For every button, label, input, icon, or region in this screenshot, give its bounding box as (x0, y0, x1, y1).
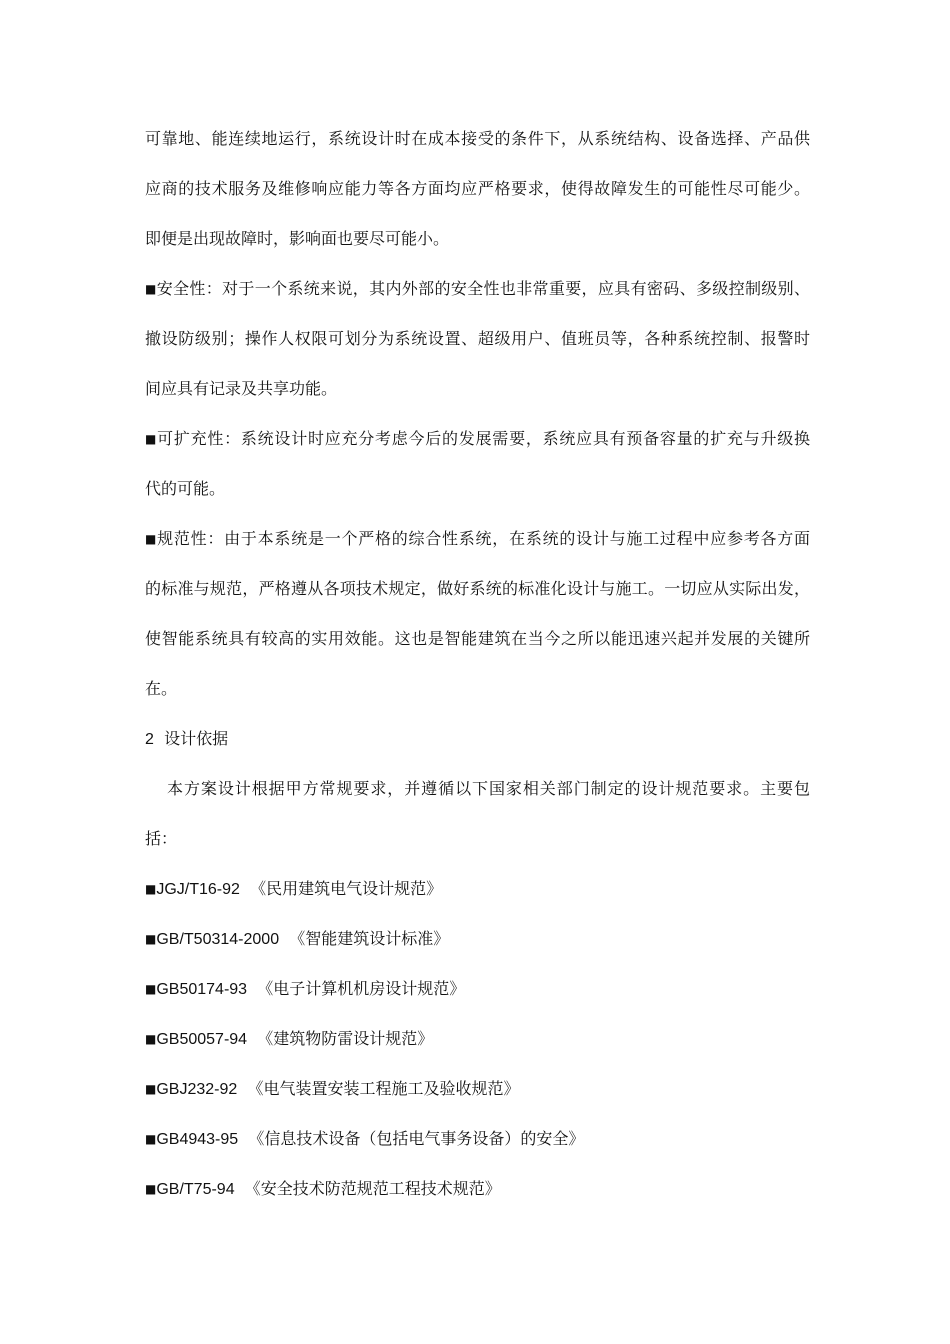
bullet-icon: ■ (145, 982, 157, 996)
section-heading (145, 728, 810, 750)
standard-item (145, 1028, 810, 1050)
standard-item (145, 1078, 810, 1100)
standard-name: 《电气装置安装工程施工及验收规范》 (247, 1079, 520, 1098)
standard-code: GB50057-94 (156, 1031, 248, 1048)
intro-line-2: 括： (145, 829, 178, 848)
scalability-line-2: 代的可能。 (145, 479, 226, 498)
standard-name: 《建筑物防雷设计规范》 (257, 1029, 434, 1048)
standard-name: 《电子计算机机房设计规范》 (257, 979, 466, 998)
scalability-text: 可扩充性：系统设计时应充分考虑今后的发展需要，系统应具有预备容量的扩充与升级换 (157, 429, 810, 448)
bullet-icon: ■ (145, 282, 157, 296)
security-text: 安全性：对于一个系统来说，其内外部的安全性也非常重要，应具有密码、多级控制级别、 (156, 279, 810, 298)
standard-item (145, 878, 810, 900)
standard-code: GB/T50314-2000 (156, 931, 280, 948)
section-title: 设计依据 (164, 729, 229, 748)
standard-code: GB4943-95 (156, 1131, 239, 1148)
standard-code: JGJ/T16-92 (156, 881, 240, 898)
security-line-2: 撤设防级别；操作人权限可划分为系统设置、超级用户、值班员等，各种系统控制、报警时 (145, 329, 810, 348)
standard-item (145, 978, 810, 1000)
reliability-line-2: 应商的技术服务及维修响应能力等各方面均应严格要求，使得故障发生的可能性尽可能少。 (145, 179, 810, 198)
standard-item (145, 928, 810, 950)
bullet-icon: ■ (145, 932, 157, 946)
bullet-icon: ■ (145, 432, 158, 446)
standard-name: 《智能建筑设计标准》 (289, 929, 450, 948)
bullet-icon: ■ (145, 532, 158, 546)
standard-item (145, 1128, 810, 1150)
standardization-line-1 (145, 528, 810, 550)
bullet-icon: ■ (145, 882, 157, 896)
standardization-text: 规范性：由于本系统是一个严格的综合性系统，在系统的设计与施工过程中应参考各方面 (157, 529, 810, 548)
standardization-line-3: 使智能系统具有较高的实用效能。这也是智能建筑在当今之所以能迅速兴起并发展的关键所 (145, 629, 810, 648)
security-line-1 (145, 278, 810, 300)
standard-name: 《民用建筑电气设计规范》 (250, 879, 443, 898)
bullet-icon: ■ (145, 1082, 157, 1096)
reliability-line-1: 可靠地、能连续地运行，系统设计时在成本接受的条件下，从系统结构、设备选择、产品供 (145, 129, 810, 148)
security-line-3: 间应具有记录及共享功能。 (145, 379, 338, 398)
standard-name: 《安全技术防范规范工程技术规范》 (244, 1179, 501, 1198)
scalability-line-1 (145, 428, 810, 450)
section-number: 2 (145, 731, 154, 748)
standard-code: GB/T75-94 (156, 1181, 235, 1198)
bullet-icon: ■ (145, 1182, 157, 1196)
reliability-line-3: 即便是出现故障时，影响面也要尽可能小。 (145, 229, 450, 248)
standard-item (145, 1178, 810, 1200)
standard-name: 《信息技术设备（包括电气事务设备）的安全》 (248, 1129, 585, 1148)
bullet-icon: ■ (145, 1132, 157, 1146)
standardization-line-4: 在。 (145, 679, 178, 698)
bullet-icon: ■ (145, 1032, 157, 1046)
standardization-line-2: 的标准与规范，严格遵从各项技术规定，做好系统的标准化设计与施工。一切应从实际出发， (145, 579, 810, 598)
standard-code: GB50174-93 (156, 981, 248, 998)
standard-code: GBJ232-92 (156, 1081, 238, 1098)
intro-line-1: 本方案设计根据甲方常规要求，并遵循以下国家相关部门制定的设计规范要求。主要包 (167, 779, 810, 798)
